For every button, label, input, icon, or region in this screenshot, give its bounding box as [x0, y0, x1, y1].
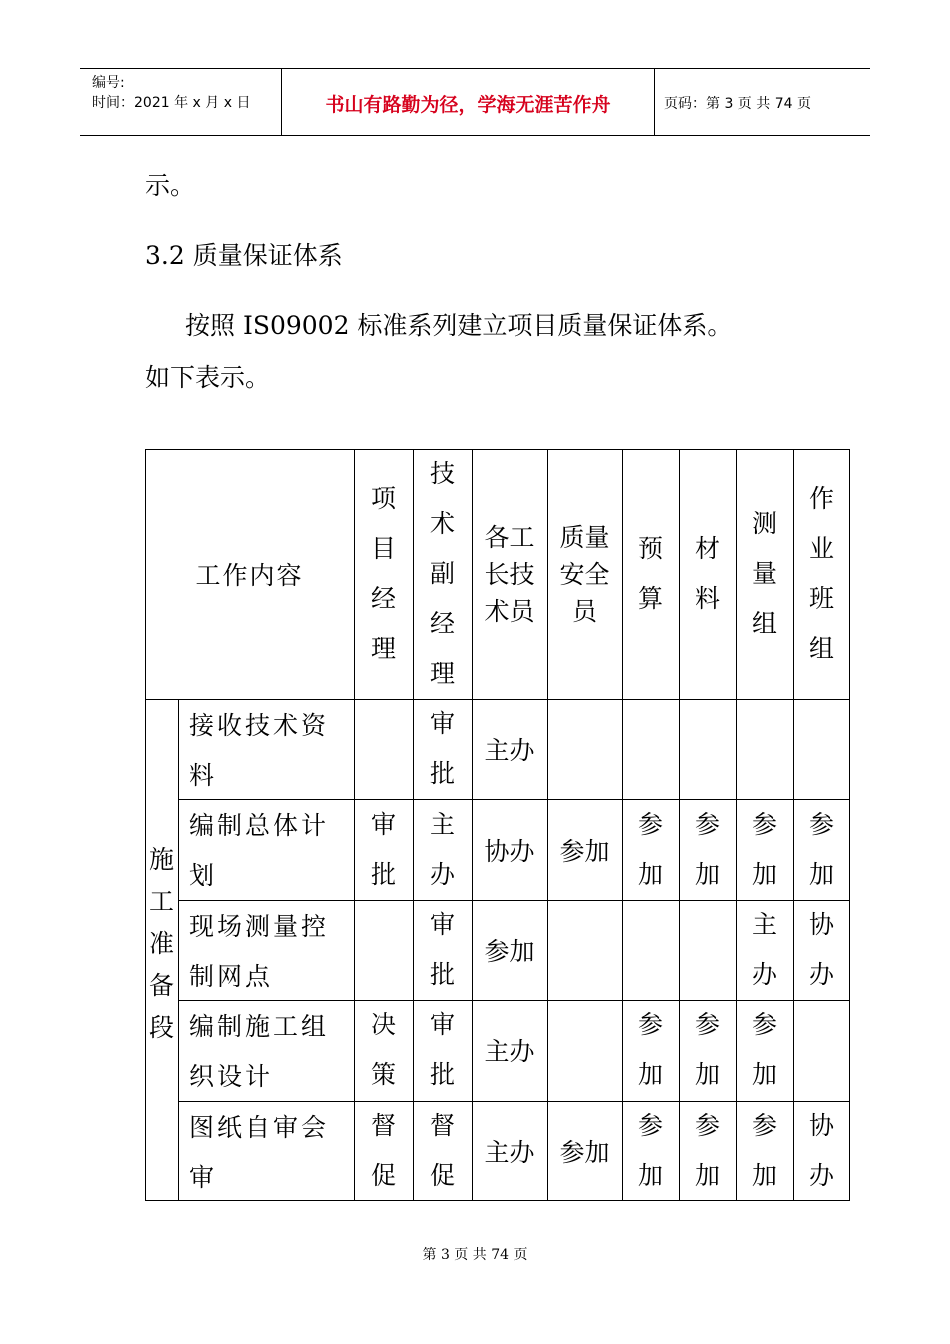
table-cell: [413, 900, 472, 1000]
table-cell: [736, 799, 793, 899]
table-cell: [472, 1000, 547, 1100]
cell-text: 参加: [694, 809, 720, 889]
work-text: 接收技术资: [189, 711, 330, 740]
table-row-work: [178, 1103, 354, 1203]
table-row-work: [178, 801, 354, 901]
header-motto: 书山有路勤为径，学海无涯苦作舟: [325, 93, 611, 116]
table-cell: [736, 1101, 793, 1201]
table-cell: [413, 1101, 472, 1201]
cell-text: 主办: [484, 1137, 535, 1167]
work-text: 织设计: [189, 1062, 274, 1092]
cell-text: 决策: [370, 1010, 396, 1090]
table-cell: [793, 900, 850, 1000]
header-role-text: 技: [429, 459, 455, 488]
stage-char: 段: [148, 1013, 174, 1042]
header-role-text: 术员: [484, 596, 535, 626]
header-role-text: 副: [429, 559, 455, 588]
header-role-text: 各工: [484, 522, 535, 552]
header-role: [413, 449, 472, 699]
header-role-text: 质量: [559, 522, 610, 552]
cell-text: 参加: [484, 936, 535, 966]
cell-text: 参加: [808, 809, 834, 889]
header-role-text: 项: [370, 484, 396, 513]
header-role: [622, 449, 679, 699]
cell-text: 参加: [694, 1110, 720, 1190]
header-role: [354, 449, 413, 699]
work-text: 料: [189, 761, 218, 790]
cell-text: 协办: [808, 1110, 834, 1190]
header-role-text: 经: [370, 584, 396, 613]
table-cell: [622, 1101, 679, 1201]
header-role-text: 测: [751, 509, 777, 538]
header-page-info: 页码：第 3 页 共 74 页: [664, 96, 811, 112]
header-role-text: 经: [429, 609, 455, 638]
stage-char: 工: [148, 887, 174, 916]
cell-text: 主办: [751, 909, 777, 989]
header-role: [679, 449, 736, 699]
table-cell: [354, 799, 413, 899]
table-cell: [622, 1000, 679, 1100]
body-line: 示。: [145, 171, 196, 200]
cell-text: 审批: [429, 1010, 455, 1090]
table-cell: [472, 699, 547, 799]
table-cell: [472, 1101, 547, 1201]
cell-text: 协办: [808, 909, 834, 989]
header-role: [793, 449, 850, 699]
table-cell: [793, 799, 850, 899]
table-cell: [547, 799, 622, 899]
cell-text: 参加: [559, 836, 610, 866]
page-header: [80, 68, 870, 136]
header-role-text: 组: [808, 634, 834, 663]
table-cell: [413, 699, 472, 799]
work-text: 制网点: [189, 961, 274, 991]
table-row-work: [178, 1002, 354, 1102]
cell-text: 主办: [484, 736, 535, 766]
header-role-text: 料: [694, 584, 720, 613]
cell-text: 审批: [429, 709, 455, 789]
header-role-text: 安全: [559, 559, 610, 589]
header-role-text: 班: [808, 584, 834, 613]
stage-char: 准: [148, 929, 174, 958]
header-label: 工作内容: [195, 561, 304, 590]
header-role-text: 预: [637, 534, 663, 563]
work-text: 现场测量控: [189, 911, 330, 941]
header-role-text: 员: [571, 596, 597, 626]
header-role: [547, 449, 622, 699]
table-cell: [679, 1000, 736, 1100]
table-cell: [679, 799, 736, 899]
header-role-text: 业: [808, 534, 834, 563]
table-cell: [736, 900, 793, 1000]
table-cell: [736, 1000, 793, 1100]
responsibility-table: [145, 449, 850, 1201]
table-cell: [472, 799, 547, 899]
cell-text: 参加: [751, 1010, 777, 1090]
page-footer: 第 3 页 共 74 页: [422, 1247, 528, 1263]
cell-text: 参加: [559, 1137, 610, 1167]
cell-text: 参加: [637, 809, 663, 889]
header-divider: [654, 69, 655, 135]
cell-text: 审批: [370, 809, 396, 889]
cell-text: 督促: [429, 1110, 455, 1190]
work-text: 划: [189, 861, 218, 891]
header-role-text: 作: [808, 484, 834, 513]
header-role-text: 组: [751, 609, 777, 638]
header-work-content: [145, 449, 354, 699]
section-heading: 3.2 质量保证体系: [145, 241, 343, 270]
header-role-text: 目: [370, 534, 396, 563]
cell-text: 参加: [694, 1010, 720, 1090]
header-role-text: 理: [370, 634, 396, 663]
header-meta: [92, 73, 250, 113]
cell-text: 参加: [637, 1010, 663, 1090]
table-cell: [472, 900, 547, 1000]
paragraph-line: 按照 IS09002 标准系列建立项目质量保证体系。: [185, 311, 733, 340]
cell-text: 督促: [370, 1110, 396, 1190]
table-cell: [354, 1101, 413, 1201]
header-role-text: 量: [751, 559, 777, 588]
doc-date: 时间：2021 年 x 月 x 日: [92, 95, 251, 111]
header-role-text: 术: [429, 509, 455, 538]
table-row-work: [178, 701, 354, 801]
work-text: 编制总体计: [189, 811, 330, 841]
cell-text: 参加: [751, 1110, 777, 1190]
work-text: 审: [189, 1162, 218, 1192]
stage-label: [145, 829, 178, 1059]
table-cell: [413, 799, 472, 899]
cell-text: 参加: [637, 1110, 663, 1190]
doc-number-label: 编号:: [92, 75, 125, 91]
cell-text: 主办: [484, 1037, 535, 1067]
header-role: [736, 449, 793, 699]
cell-text: 主办: [429, 809, 455, 889]
header-role-text: 理: [429, 659, 455, 688]
work-text: 图纸自审会: [189, 1112, 330, 1142]
work-text: 编制施工组: [189, 1012, 330, 1042]
table-row-work: [178, 902, 354, 1002]
cell-text: 参加: [751, 809, 777, 889]
stage-char: 施: [148, 845, 174, 874]
header-role: [472, 449, 547, 699]
cell-text: 审批: [429, 909, 455, 989]
table-cell: [679, 1101, 736, 1201]
header-role-text: 长技: [484, 559, 535, 589]
table-cell: [547, 1101, 622, 1201]
header-role-text: 算: [637, 584, 663, 613]
stage-char: 备: [148, 971, 174, 1000]
table-cell: [622, 799, 679, 899]
cell-text: 协办: [484, 836, 535, 866]
paragraph-line: 如下表示。: [145, 363, 271, 392]
table-cell: [354, 1000, 413, 1100]
table-cell: [793, 1101, 850, 1201]
header-role-text: 材: [694, 534, 720, 563]
table-cell: [413, 1000, 472, 1100]
